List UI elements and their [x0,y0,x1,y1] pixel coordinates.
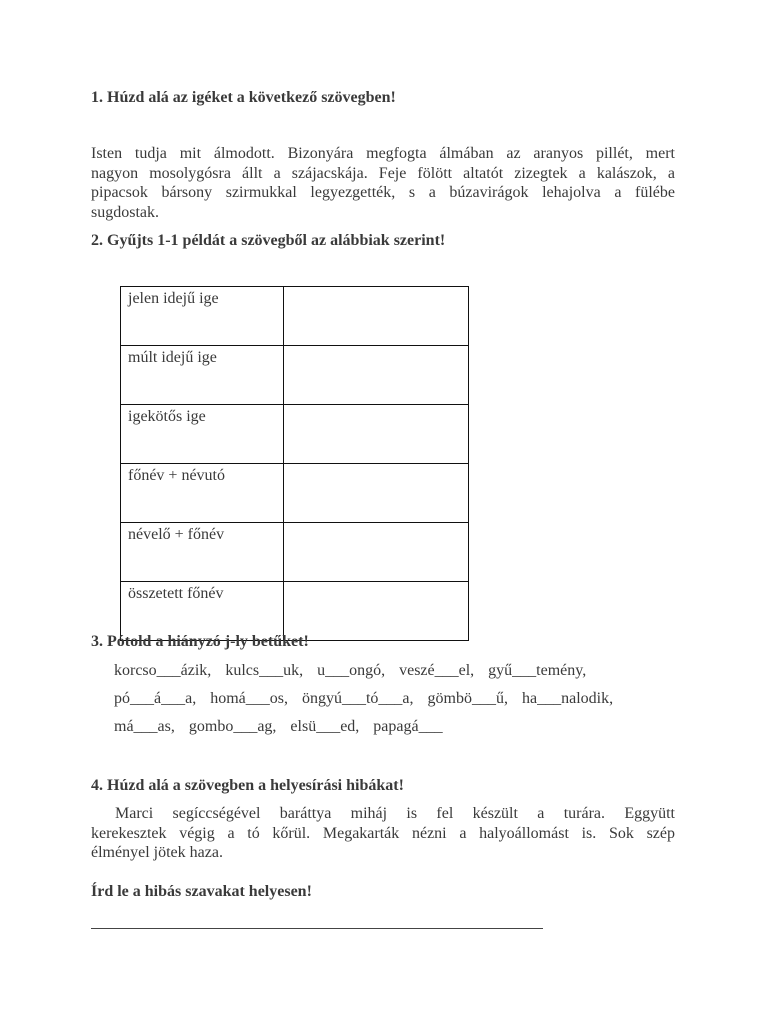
fill-word: korcso___ázik, [114,662,212,679]
fill-word: elsü___ed, [290,718,360,735]
table-row-label: jelen idejű ige [121,287,284,346]
task4-subheading: Írd le a hibás szavakat helyesen! [91,883,312,900]
task3-heading: 3. Pótold a hiányzó j-ly betűket! [91,633,309,650]
task1-heading: 1. Húzd alá az igéket a következő szövegben! [91,89,396,106]
fill-word: ha___nalodik, [521,690,614,707]
table-row-answer-cell[interactable] [284,582,469,641]
task4-line: élményel jötek haza. [91,844,223,861]
table-row-answer-cell[interactable] [284,346,469,405]
table-row [121,523,469,582]
task4-line [91,804,675,824]
fill-word: gyű___temény, [488,662,587,679]
fill-word: má___as, [114,718,175,735]
task3-line-2 [114,689,623,708]
fill-word: veszé___el, [399,662,475,679]
task2-heading: 2. Gyűjts 1-1 példát a szövegből az alábbiak szerint! [91,232,446,249]
fill-word: u___ongó, [317,662,386,679]
fill-word: öngyú___tó___a, [301,690,414,707]
task3-line-1 [114,661,596,680]
task4-paragraph [91,804,675,863]
task4-line-text: Marci segíccségével baráttya miháj is fel készült a turára. Eggyütt [115,805,675,822]
fill-word: gombo___ag, [188,718,277,735]
task1-line: pipacsok bársony szirmukkal legyezgették, s a búzavirágok lehajolva a fülébe [91,184,675,201]
table-row-answer-cell[interactable] [284,405,469,464]
table-row-label: múlt idejű ige [121,346,284,405]
fill-word: kulcs___uk, [225,662,304,679]
answer-line[interactable] [91,928,543,929]
task1-line: Isten tudja mit álmodott. Bizonyára megfogta álmában az aranyos pillét, mert [91,145,675,162]
table-row-label: névelő + főnév [121,523,284,582]
table-row-answer-cell[interactable] [284,287,469,346]
task1-paragraph [91,144,675,222]
fill-word: homá___os, [210,690,288,707]
fill-word: papagá___ [373,718,443,735]
table-row-answer-cell[interactable] [284,464,469,523]
table-row [121,346,469,405]
task2-table [120,286,469,641]
table-row-label: igekötős ige [121,405,284,464]
task1-line: nagyon mosolygósra állt a szájacskája. Feje fölött altatót zizegtek a kalászok, a [91,164,675,182]
task4-heading: 4. Húzd alá a szövegben a helyesírási hibákat! [91,777,404,794]
table-row [121,287,469,346]
table-row [121,464,469,523]
table-row-label: összetett főnév [121,582,284,641]
fill-word: gömbö___ű, [427,690,508,707]
task1-line: sugdostak. [91,203,159,221]
table-row-label: főnév + névutó [121,464,284,523]
fill-word: pó___á___a, [114,690,197,707]
table-row-answer-cell[interactable] [284,523,469,582]
task3-line-3 [114,717,453,736]
task4-line: kerekesztek végig a tó kőrül. Megakarták nézni a halyoállomást is. Sok szép [91,824,675,842]
table-row [121,405,469,464]
